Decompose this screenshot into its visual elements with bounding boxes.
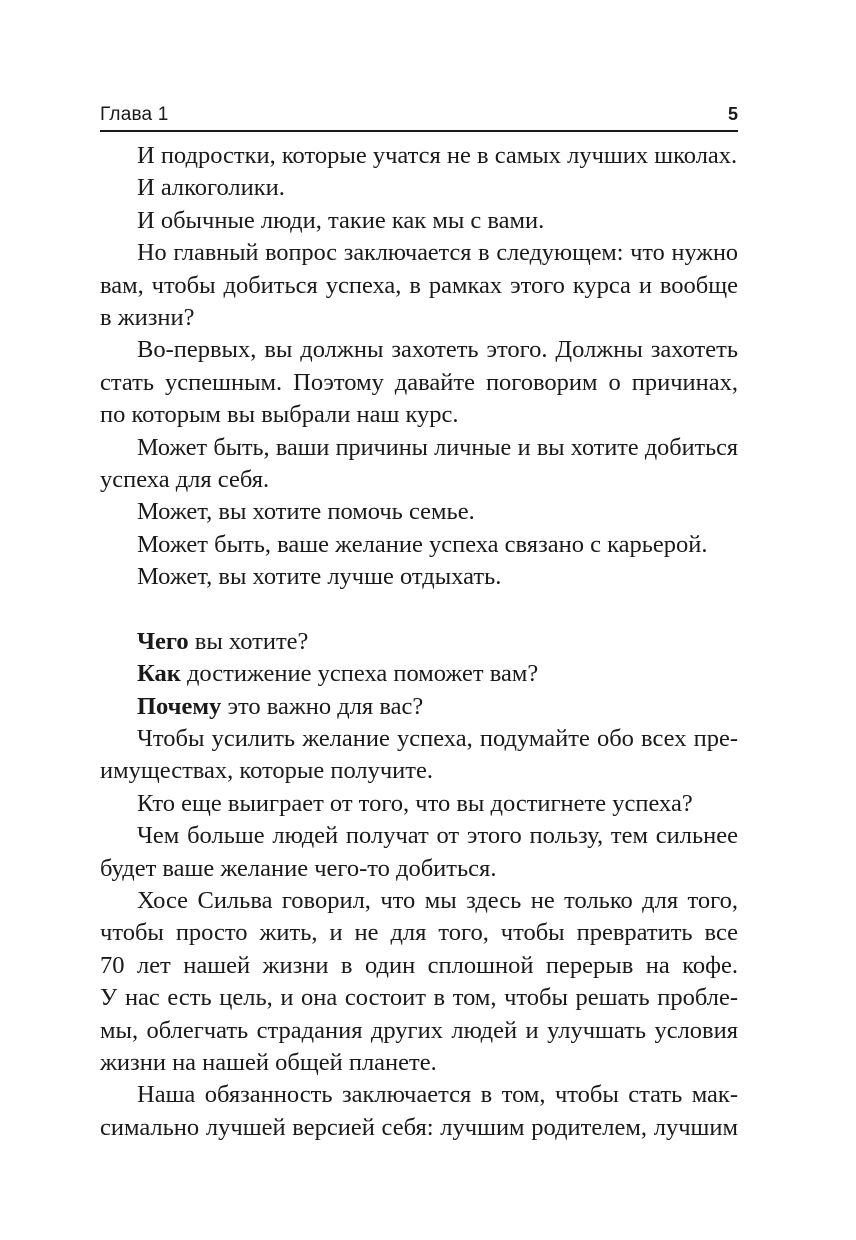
question-keyword: Почему (137, 692, 222, 720)
text-line: будет ваше желание чего-то добиться. (100, 854, 497, 882)
text-line: по которым вы выбрали наш курс. (100, 401, 459, 429)
question-line (100, 626, 738, 658)
text-line: Кто еще выиграет от того, что вы достигнете успеха? (137, 789, 693, 817)
question-line (100, 691, 738, 723)
question-keyword: Чего (137, 627, 189, 655)
text-line: мы, облегчать страдания других людей и улучшать условия (100, 1016, 738, 1044)
text-line: Может, вы хотите лучше отдыхать. (137, 563, 502, 591)
text-line: И подростки, которые учатся не в самых лучших школах. (137, 142, 738, 169)
question-text: достижение успеха поможет вам? (180, 660, 539, 688)
text-line: вам, чтобы добиться успеха, в рамках этого курса и вообще (100, 271, 738, 299)
text-line: Может быть, ваше желание успеха связано с карьерой. (137, 530, 708, 558)
page-number: 5 (727, 104, 738, 124)
question-text: вы хотите? (188, 627, 309, 655)
text-line: чтобы просто жить, и не для того, чтобы превратить все (100, 919, 738, 947)
text-line: в жизни? (100, 303, 195, 331)
section-gap (100, 593, 738, 625)
text-line: жизни на нашей общей планете. (100, 1048, 437, 1076)
chapter-label: Глава 1 (100, 104, 169, 125)
text-line: стать успешным. Поэтому давайте поговорим о причинах, (100, 368, 738, 396)
text-line: 70 лет нашей жизни в один сплошной перерыв на кофе. (100, 951, 738, 979)
text-line: У нас есть цель, и она состоит в том, чтобы решать пробле- (100, 984, 738, 1012)
text-line: успеха для себя. (100, 465, 270, 493)
question-line (100, 658, 738, 690)
text-line: Но главный вопрос заключается в следующем: что нужно (137, 239, 738, 267)
text-line: Чтобы усилить желание успеха, подумайте обо всех пре- (137, 725, 738, 753)
text-line: Может, вы хотите помочь семье. (137, 498, 475, 526)
text-line: Хосе Сильва говорил, что мы здесь не только для того, (137, 886, 738, 914)
text-line: симально лучшей версией себя: лучшим родителем, лучшим (100, 1113, 738, 1141)
text-line: Чем больше людей получат от этого пользу, тем сильнее (137, 822, 738, 850)
text-line: Может быть, ваши причины личные и вы хотите добиться (137, 433, 738, 461)
body-text (100, 140, 738, 1144)
running-header (100, 102, 738, 132)
text-line: Наша обязанность заключается в том, чтобы стать мак- (137, 1081, 738, 1109)
text-line: имуществах, которые получите. (100, 757, 433, 785)
text-line: Во-первых, вы должны захотеть этого. Должны захотеть (137, 336, 738, 364)
question-keyword: Как (137, 660, 181, 688)
question-text: это важно для вас? (221, 692, 424, 720)
text-line: И алкоголики. (137, 174, 285, 202)
text-line: И обычные люди, такие как мы с вами. (137, 206, 545, 234)
